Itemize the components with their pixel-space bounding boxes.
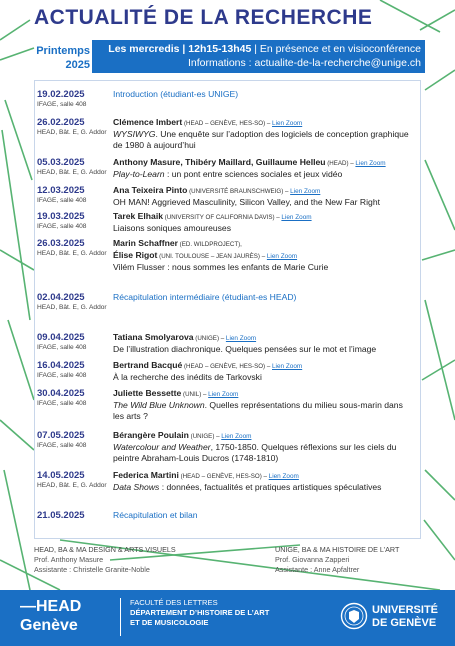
session-talk-title	[113, 400, 416, 422]
zoom-link[interactable]: Lien Zoom	[290, 188, 321, 195]
session-speakers: Tatiana Smolyarova	[113, 332, 194, 342]
talk-title-text: De l’illustration diachronique. Quelques pensées sur le mot et l’image	[113, 344, 377, 354]
session-date: 05.03.2025	[37, 157, 85, 168]
unige-line2: DE GENÈVE	[372, 617, 437, 629]
zoom-link[interactable]: Lien Zoom	[272, 363, 303, 370]
session-talk-title	[113, 197, 416, 208]
zoom-link[interactable]: Lien Zoom	[208, 391, 239, 398]
session-affiliation: (UNIL) –	[181, 391, 209, 398]
head-logo-line2: Genève	[20, 617, 78, 634]
session-location: IFAGE, salle 408	[37, 400, 87, 407]
zoom-link[interactable]: Lien Zoom	[272, 120, 303, 127]
talk-title-text: , 1750-1850. Quelques réflexions sur les ciels du peintre Abraham-Louis Ducros (1748-1810)	[113, 442, 397, 463]
session-content	[113, 185, 416, 208]
head-geneve-logo	[20, 597, 81, 635]
session-affiliation: (UNIGE) –	[188, 433, 222, 440]
session-speaker-line	[113, 388, 416, 400]
footer-left-heading: HEAD, BA & MA DESIGN & ARTS VISUELS	[34, 545, 176, 554]
session-location: IFAGE, salle 408	[37, 223, 87, 230]
session-affiliation: (HEAD – GENÈVE, HES-SO) –	[178, 473, 269, 480]
faculty-line3: ET DE MUSICOLOGIE	[130, 618, 209, 627]
session-content	[113, 388, 416, 422]
head-logo-line1: —HEAD	[20, 598, 82, 615]
footer-left-assistant: Assistante : Christelle Granite-Noble	[34, 565, 150, 574]
session-location: HEAD, Bât. E, G. Addor	[37, 482, 107, 489]
session-location: HEAD, Bât. E, G. Addor	[37, 169, 107, 176]
session-talk-title	[113, 482, 416, 493]
zoom-link[interactable]: Lien Zoom	[355, 160, 386, 167]
season-label	[34, 44, 90, 72]
session-affiliation: (UNI. TOULOUSE – JEAN JAURÈS) –	[157, 253, 267, 260]
session-affiliation: (ED. WILDPROJECT),	[177, 241, 242, 248]
session-location: IFAGE, salle 408	[37, 197, 87, 204]
session-date: 19.03.2025	[37, 211, 85, 222]
session-talk-title	[113, 129, 416, 151]
session-location: IFAGE, salle 408	[37, 101, 87, 108]
talk-title-text: À la recherche des inédits de Tarkovski	[113, 372, 262, 382]
logo-divider	[120, 598, 121, 636]
talk-title-italic: The Wild Blue Unknown	[113, 400, 205, 410]
info-contact[interactable]: Informations : actualite-de-la-recherche@unige.ch	[187, 57, 421, 69]
session-date: 14.05.2025	[37, 470, 85, 481]
session-recap-title: Récapitulation et bilan	[113, 510, 198, 520]
session-talk-title	[113, 262, 416, 273]
session-location: IFAGE, salle 408	[37, 344, 87, 351]
session-location: HEAD, Bât. E, G. Addor	[37, 250, 107, 257]
session-affiliation: (HEAD – GENÈVE, HES-SO) –	[182, 363, 272, 370]
session-speaker-line	[113, 157, 416, 169]
logo-bar	[0, 590, 455, 646]
session-talk-title	[113, 372, 416, 383]
session-speakers: Élise Rigot	[113, 250, 158, 260]
season-year: 2025	[65, 59, 90, 71]
schedule-bold: Les mercredis | 12h15-13h45	[108, 43, 252, 55]
session-speakers: Ana Teixeira Pinto	[113, 185, 188, 195]
talk-title-text: OH MAN! Aggrieved Masculinity, Silicon Valley, and the New Far Right	[113, 197, 380, 207]
session-date: 21.05.2025	[37, 510, 85, 521]
talk-title-text: . Une enquête sur l’adoption des logiciels de conception graphique de 1980 à aujourd’hui	[113, 129, 409, 150]
session-date: 19.02.2025	[37, 89, 85, 100]
faculty-logo	[130, 598, 269, 628]
info-banner	[92, 40, 425, 73]
session-date: 26.02.2025	[37, 117, 85, 128]
session-content	[113, 211, 416, 234]
talk-title-italic: WYSIWYG	[113, 129, 156, 139]
session-location: HEAD, Bât. E, G. Addor	[37, 304, 107, 311]
session-talk-title	[113, 344, 416, 355]
session-date: 12.03.2025	[37, 185, 85, 196]
session-location: IFAGE, salle 408	[37, 372, 87, 379]
session-affiliation: (UNIVERSITY OF CALIFORNIA DAVIS) –	[163, 214, 282, 221]
session-talk-title	[113, 169, 416, 180]
session-recap-title: Récapitulation intermédiaire (étudiant-es HEAD)	[113, 292, 297, 302]
session-speaker-line	[113, 470, 416, 482]
session-date: 07.05.2025	[37, 430, 85, 441]
talk-title-text: Liaisons soniques amoureuses	[113, 223, 231, 233]
unige-seal-icon	[340, 602, 368, 630]
session-speaker-line	[113, 250, 416, 262]
session-date: 30.04.2025	[37, 388, 85, 399]
session-speakers: Federica Martini	[113, 470, 179, 480]
session-content	[113, 157, 416, 180]
session-content	[113, 360, 416, 383]
faculty-line2: DÉPARTEMENT D’HISTOIRE DE L’ART	[130, 608, 270, 617]
session-recap-title: Introduction (étudiant-es UNIGE)	[113, 89, 239, 99]
session-speaker-line	[113, 430, 416, 442]
zoom-link[interactable]: Lien Zoom	[221, 433, 252, 440]
footer-unige-credits	[275, 545, 399, 575]
session-speakers: Bérangère Poulain	[113, 430, 189, 440]
session-content	[113, 89, 416, 100]
session-affiliation: (HEAD) –	[325, 160, 356, 167]
session-speakers: Tarek Elhaik	[113, 211, 163, 221]
zoom-link[interactable]: Lien Zoom	[266, 253, 298, 260]
session-speaker-line	[113, 238, 416, 250]
session-speaker-line	[113, 360, 416, 372]
session-speakers: Anthony Masure, Thibéry Maillard, Guillaume Helleu	[113, 157, 326, 167]
session-speaker-line	[113, 211, 416, 223]
session-speakers: Marin Schaffner	[113, 238, 178, 248]
zoom-link[interactable]: Lien Zoom	[281, 214, 312, 221]
unige-wordmark	[372, 604, 438, 630]
talk-title-italic: Watercolour and Weather	[113, 442, 211, 452]
session-speaker-line	[113, 185, 416, 197]
talk-title-text: : données, factualités et pratiques artistiques spéculatives	[159, 482, 382, 492]
talk-title-italic: Play-to-Learn	[113, 169, 165, 179]
session-speakers: Juliette Bessette	[113, 388, 182, 398]
session-date: 16.04.2025	[37, 360, 85, 371]
talk-title-text: Vilém Flusser : nous sommes les enfants de Marie Curie	[113, 262, 329, 272]
session-location: HEAD, Bât. E, G. Addor	[37, 129, 107, 136]
session-date: 02.04.2025	[37, 292, 85, 303]
session-content	[113, 470, 416, 493]
session-content	[113, 238, 416, 273]
talk-title-text: . Quelles représentations du milieu sous-marin dans les arts ?	[113, 400, 403, 421]
session-content	[113, 117, 416, 151]
session-content	[113, 332, 416, 355]
session-location: IFAGE, salle 408	[37, 442, 87, 449]
session-content	[113, 510, 416, 521]
zoom-link[interactable]: Lien Zoom	[268, 473, 299, 480]
unige-line1: UNIVERSITÉ	[372, 604, 439, 616]
session-speaker-line	[113, 117, 416, 129]
zoom-link[interactable]: Lien Zoom	[225, 335, 257, 342]
session-talk-title	[113, 223, 416, 234]
footer-right-prof: Prof. Giovanna Zapperi	[275, 555, 350, 564]
session-speakers: Bertrand Bacqué	[113, 360, 183, 370]
page-title: ACTUALITÉ DE LA RECHERCHE	[34, 6, 373, 29]
session-affiliation: (UNIVERSITÉ BRAUNSCHWEIG) –	[187, 188, 291, 195]
unige-logo	[340, 602, 440, 636]
session-date: 09.04.2025	[37, 332, 85, 343]
footer-head-credits	[34, 545, 176, 575]
session-content	[113, 430, 416, 464]
schedule-rest: | En présence et en visioconférence	[251, 43, 421, 55]
info-schedule	[96, 42, 421, 56]
session-content	[113, 292, 416, 303]
footer-left-prof: Prof. Anthony Masure	[34, 555, 104, 564]
footer-right-heading: UNIGE, BA & MA HISTOIRE DE L’ART	[275, 545, 400, 554]
session-affiliation: (HEAD – GENÈVE, HES-SO) –	[182, 120, 273, 127]
talk-title-text: : un pont entre sciences sociales et jeux vidéo	[164, 169, 343, 179]
footer-right-assistant: Assistante : Anne Apfaltrer	[275, 565, 360, 574]
faculty-line1: FACULTÉ DES LETTRES	[130, 598, 218, 607]
session-speakers: Clémence Imbert	[113, 117, 183, 127]
program-panel	[34, 80, 421, 539]
session-speaker-line	[113, 332, 416, 344]
talk-title-italic: Data Shows	[113, 482, 160, 492]
session-talk-title	[113, 442, 416, 464]
session-date: 26.03.2025	[37, 238, 85, 249]
session-affiliation: (UNIGE) –	[193, 335, 226, 342]
season-name: Printemps	[36, 45, 90, 57]
